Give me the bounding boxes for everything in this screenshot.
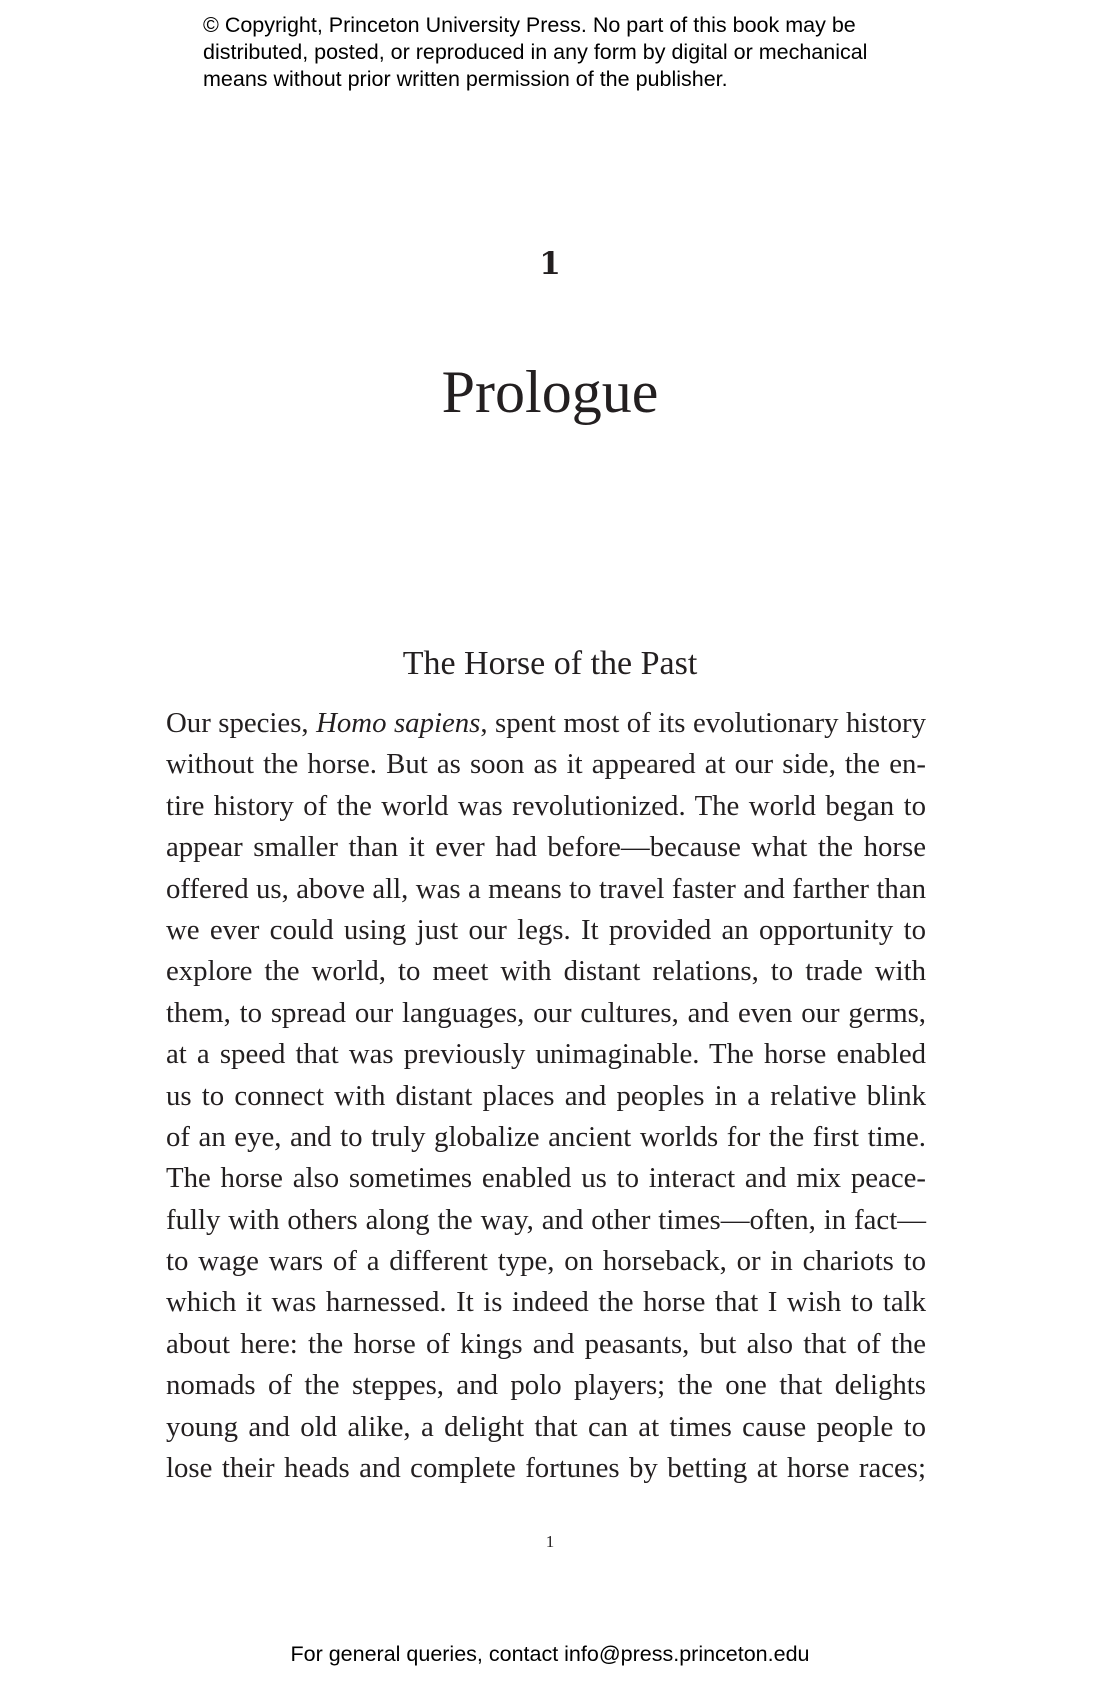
text-line: us to connect with distant places and peoples in a relative blink bbox=[166, 1079, 926, 1112]
footer-contact: For general queries, contact info@press.princeton.edu bbox=[290, 1642, 810, 1666]
text-line: without the horse. But as soon as it appeared at our side, the en- bbox=[166, 748, 926, 781]
text-line: to wage wars of a different type, on horseback, or in chariots to bbox=[166, 1245, 926, 1278]
chapter-number: 1 bbox=[539, 246, 561, 282]
text-line: them, to spread our languages, our cultures, and even our germs, bbox=[166, 996, 926, 1029]
text-line: The horse also sometimes enabled us to interact and mix peace- bbox=[166, 1162, 926, 1195]
text-line: at a speed that was previously unimaginable. The horse enabled bbox=[166, 1038, 926, 1071]
text-line: about here: the horse of kings and peasants, but also that of the bbox=[166, 1327, 926, 1360]
text-line: explore the world, to meet with distant relations, to trade with bbox=[166, 955, 926, 988]
page-number: 1 bbox=[545, 1532, 555, 1551]
text-line: offered us, above all, was a means to travel faster and farther than bbox=[166, 872, 926, 905]
text-line: nomads of the steppes, and polo players; the one that delights bbox=[166, 1369, 926, 1402]
species-name-italic: Homo sapiens bbox=[316, 707, 481, 739]
text-line: fully with others along the way, and other times—often, in fact— bbox=[166, 1203, 926, 1236]
text-line: young and old alike, a delight that can at times cause people to bbox=[166, 1410, 926, 1443]
text-line: we ever could using just our legs. It provided an opportunity to bbox=[166, 913, 926, 946]
text-line: appear smaller than it ever had before—because what the horse bbox=[166, 831, 926, 864]
text-line: of an eye, and to truly globalize ancient worlds for the first time. bbox=[166, 1120, 926, 1153]
text-line: Our species, Homo sapiens, spent most of its evolutionary history bbox=[166, 707, 926, 739]
chapter-title: Prologue bbox=[441, 359, 659, 425]
body-paragraph bbox=[166, 703, 926, 1489]
text-line: tire history of the world was revolutionized. The world began to bbox=[166, 789, 926, 822]
copyright-notice: © Copyright, Princeton University Press. No part of this book may be distributed, posted, or reproduced in any form by digital or mechanical means without prior written permission of the publisher. bbox=[203, 13, 868, 91]
text-line: lose their heads and complete fortunes by betting at horse races; bbox=[166, 1452, 926, 1485]
section-heading: The Horse of the Past bbox=[402, 645, 698, 682]
text-line: which it was harnessed. It is indeed the horse that I wish to talk bbox=[166, 1286, 926, 1319]
